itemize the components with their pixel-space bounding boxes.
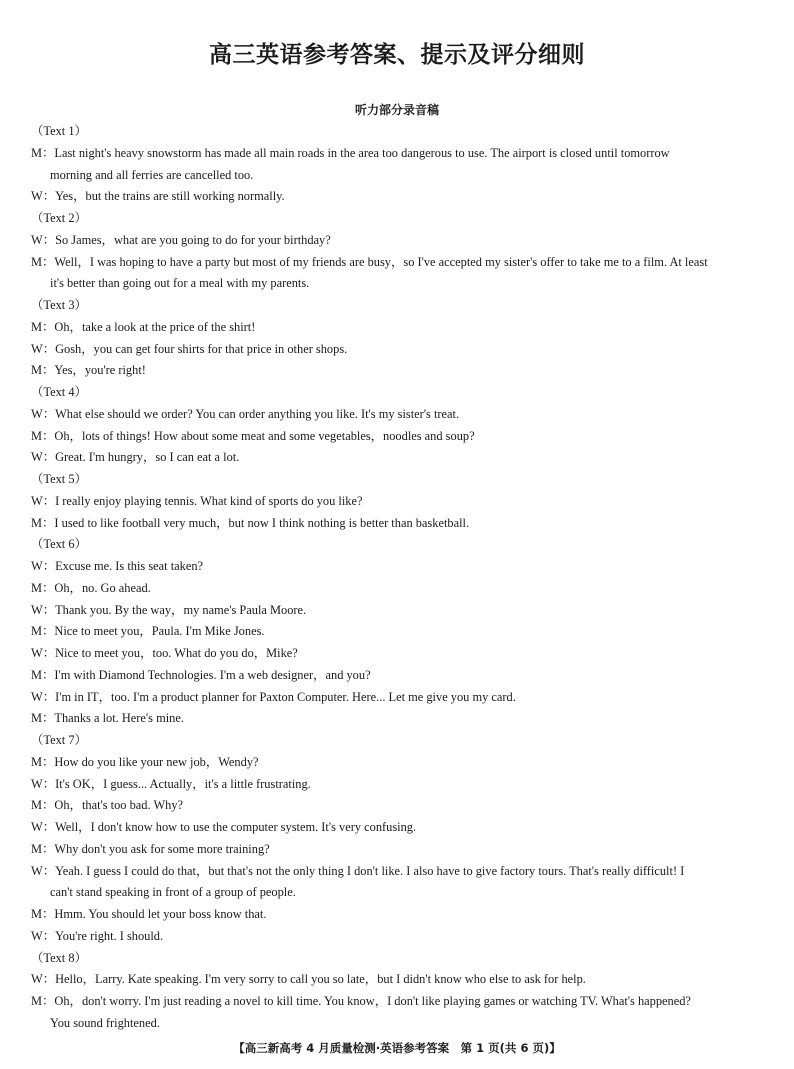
line-text: W：Great. I'm hungry，so I can eat a lot. — [31, 450, 240, 465]
dialogue-line — [31, 687, 771, 709]
line-text: W：So James，what are you going to do for your birthday? — [31, 232, 331, 247]
line-text: W：What else should we order? You can order anything you like. It's my sister's treat. — [31, 406, 460, 421]
line-continuation: morning and all ferries are cancelled too. — [50, 167, 254, 182]
line-text: M：Hmm. You should let your boss know that. — [31, 907, 267, 921]
page-title: 高三英语参考答案、提示及评分细则 — [209, 42, 585, 68]
line-text: M：Thanks a lot. Here's mine. — [31, 711, 184, 726]
dialogue-line — [31, 360, 771, 382]
line-text: W：Yes，but the trains are still working normally. — [31, 189, 285, 204]
dialogue-line — [31, 252, 771, 296]
dialogue-line — [31, 969, 771, 991]
line-text: M：Oh，take a look at the price of the shirt! — [31, 319, 256, 334]
dialogue-line — [31, 926, 771, 948]
line-text: W：I really enjoy playing tennis. What kind of sports do you like? — [31, 493, 363, 508]
dialogue-line — [31, 230, 771, 252]
dialogue-line — [31, 339, 771, 361]
line-text: M：I'm with Diamond Technologies. I'm a web designer，and you? — [31, 667, 371, 682]
dialogue-line — [31, 774, 771, 796]
dialogue-line — [31, 186, 771, 208]
dialogue-line — [31, 600, 771, 622]
line-text: W：Hello，Larry. Kate speaking. I'm very sorry to call you so late，but I didn't know who else to ask for help. — [31, 972, 586, 987]
section-subtitle: 听力部分录音稿 — [354, 103, 439, 117]
line-text: （Text 7） — [31, 733, 87, 747]
line-text: M：Well，I was hoping to have a party but most of my friends are busy，so I've accepted my sister's offer to take me to a film. At least — [31, 254, 708, 269]
line-text: （Text 3） — [31, 298, 87, 312]
dialogue-line — [31, 665, 771, 687]
line-text: M：Why don't you ask for some more training? — [31, 841, 270, 856]
dialogue-line — [31, 991, 771, 1035]
line-continuation: it's better than going out for a meal with my parents. — [50, 276, 310, 291]
dialogue-line — [31, 426, 771, 448]
dialogue-line — [31, 578, 771, 600]
line-text: W：Thank you. By the way，my name's Paula Moore. — [31, 602, 307, 617]
dialogue-line — [31, 839, 771, 861]
line-text: W：It's OK，I guess... Actually，it's a little frustrating. — [31, 776, 311, 791]
line-text: M：Oh，that's too bad. Why? — [31, 798, 184, 813]
text-section-header — [31, 469, 771, 491]
dialogue-line — [31, 643, 771, 665]
page-footer: 【高三新高考 4 月质量检测·英语参考答案 第 1 页(共 6 页)】 — [233, 1041, 561, 1055]
line-continuation: can't stand speaking in front of a group of people. — [50, 885, 296, 900]
line-continuation: You sound frightened. — [50, 1015, 160, 1030]
line-text: W：Well，I don't know how to use the computer system. It's very confusing. — [31, 820, 417, 834]
text-section-header — [31, 208, 771, 230]
line-text: W：I'm in IT，too. I'm a product planner for Paxton Computer. Here... Let me give you my card. — [31, 689, 516, 704]
transcript-body — [31, 121, 771, 1035]
line-text: （Text 1） — [31, 124, 87, 138]
text-section-header — [31, 295, 771, 317]
text-section-header — [31, 948, 771, 970]
dialogue-line — [31, 491, 771, 513]
dialogue-line — [31, 143, 771, 187]
line-text: （Text 8） — [31, 950, 87, 965]
dialogue-line — [31, 752, 771, 774]
line-text: W：Gosh，you can get four shirts for that price in other shops. — [31, 341, 348, 356]
line-text: M：Nice to meet you，Paula. I'm Mike Jones. — [31, 624, 265, 639]
text-section-header — [31, 730, 771, 752]
text-section-header — [31, 382, 771, 404]
line-text: M：Oh，don't worry. I'm just reading a novel to kill time. You know，I don't like playing games or watching TV. What's happened? — [31, 994, 691, 1008]
dialogue-line — [31, 708, 771, 730]
text-section-header — [31, 534, 771, 556]
dialogue-line — [31, 447, 771, 469]
line-text: W：Yeah. I guess I could do that，but that's not the only thing I don't like. I also have to give factory tours. That's really difficult! I — [31, 863, 685, 878]
text-section-header — [31, 121, 771, 143]
line-text: M：How do you like your new job，Wendy? — [31, 754, 259, 769]
line-text: M：Last night's heavy snowstorm has made all main roads in the area too dangerous to use. The airport is closed until tomorrow — [31, 145, 670, 160]
line-text: （Text 6） — [31, 537, 87, 552]
dialogue-line — [31, 513, 771, 535]
dialogue-line — [31, 861, 771, 905]
line-text: （Text 5） — [31, 472, 87, 486]
dialogue-line — [31, 556, 771, 578]
dialogue-line — [31, 317, 771, 339]
line-text: W：You're right. I should. — [31, 928, 164, 943]
line-text: M：Oh，lots of things! How about some meat and some vegetables，noodles and soup? — [31, 428, 475, 443]
line-text: M：I used to like football very much，but now I think nothing is better than basketball. — [31, 515, 470, 530]
line-text: M：Yes，you're right! — [31, 363, 146, 378]
line-text: W：Nice to meet you，too. What do you do，Mike? — [31, 646, 298, 660]
dialogue-line — [31, 621, 771, 643]
line-text: W：Excuse me. Is this seat taken? — [31, 559, 204, 573]
dialogue-line — [31, 795, 771, 817]
line-text: M：Oh，no. Go ahead. — [31, 580, 151, 595]
dialogue-line — [31, 904, 771, 926]
line-text: （Text 2） — [31, 211, 87, 225]
dialogue-line — [31, 817, 771, 839]
dialogue-line — [31, 404, 771, 426]
line-text: （Text 4） — [31, 385, 87, 399]
